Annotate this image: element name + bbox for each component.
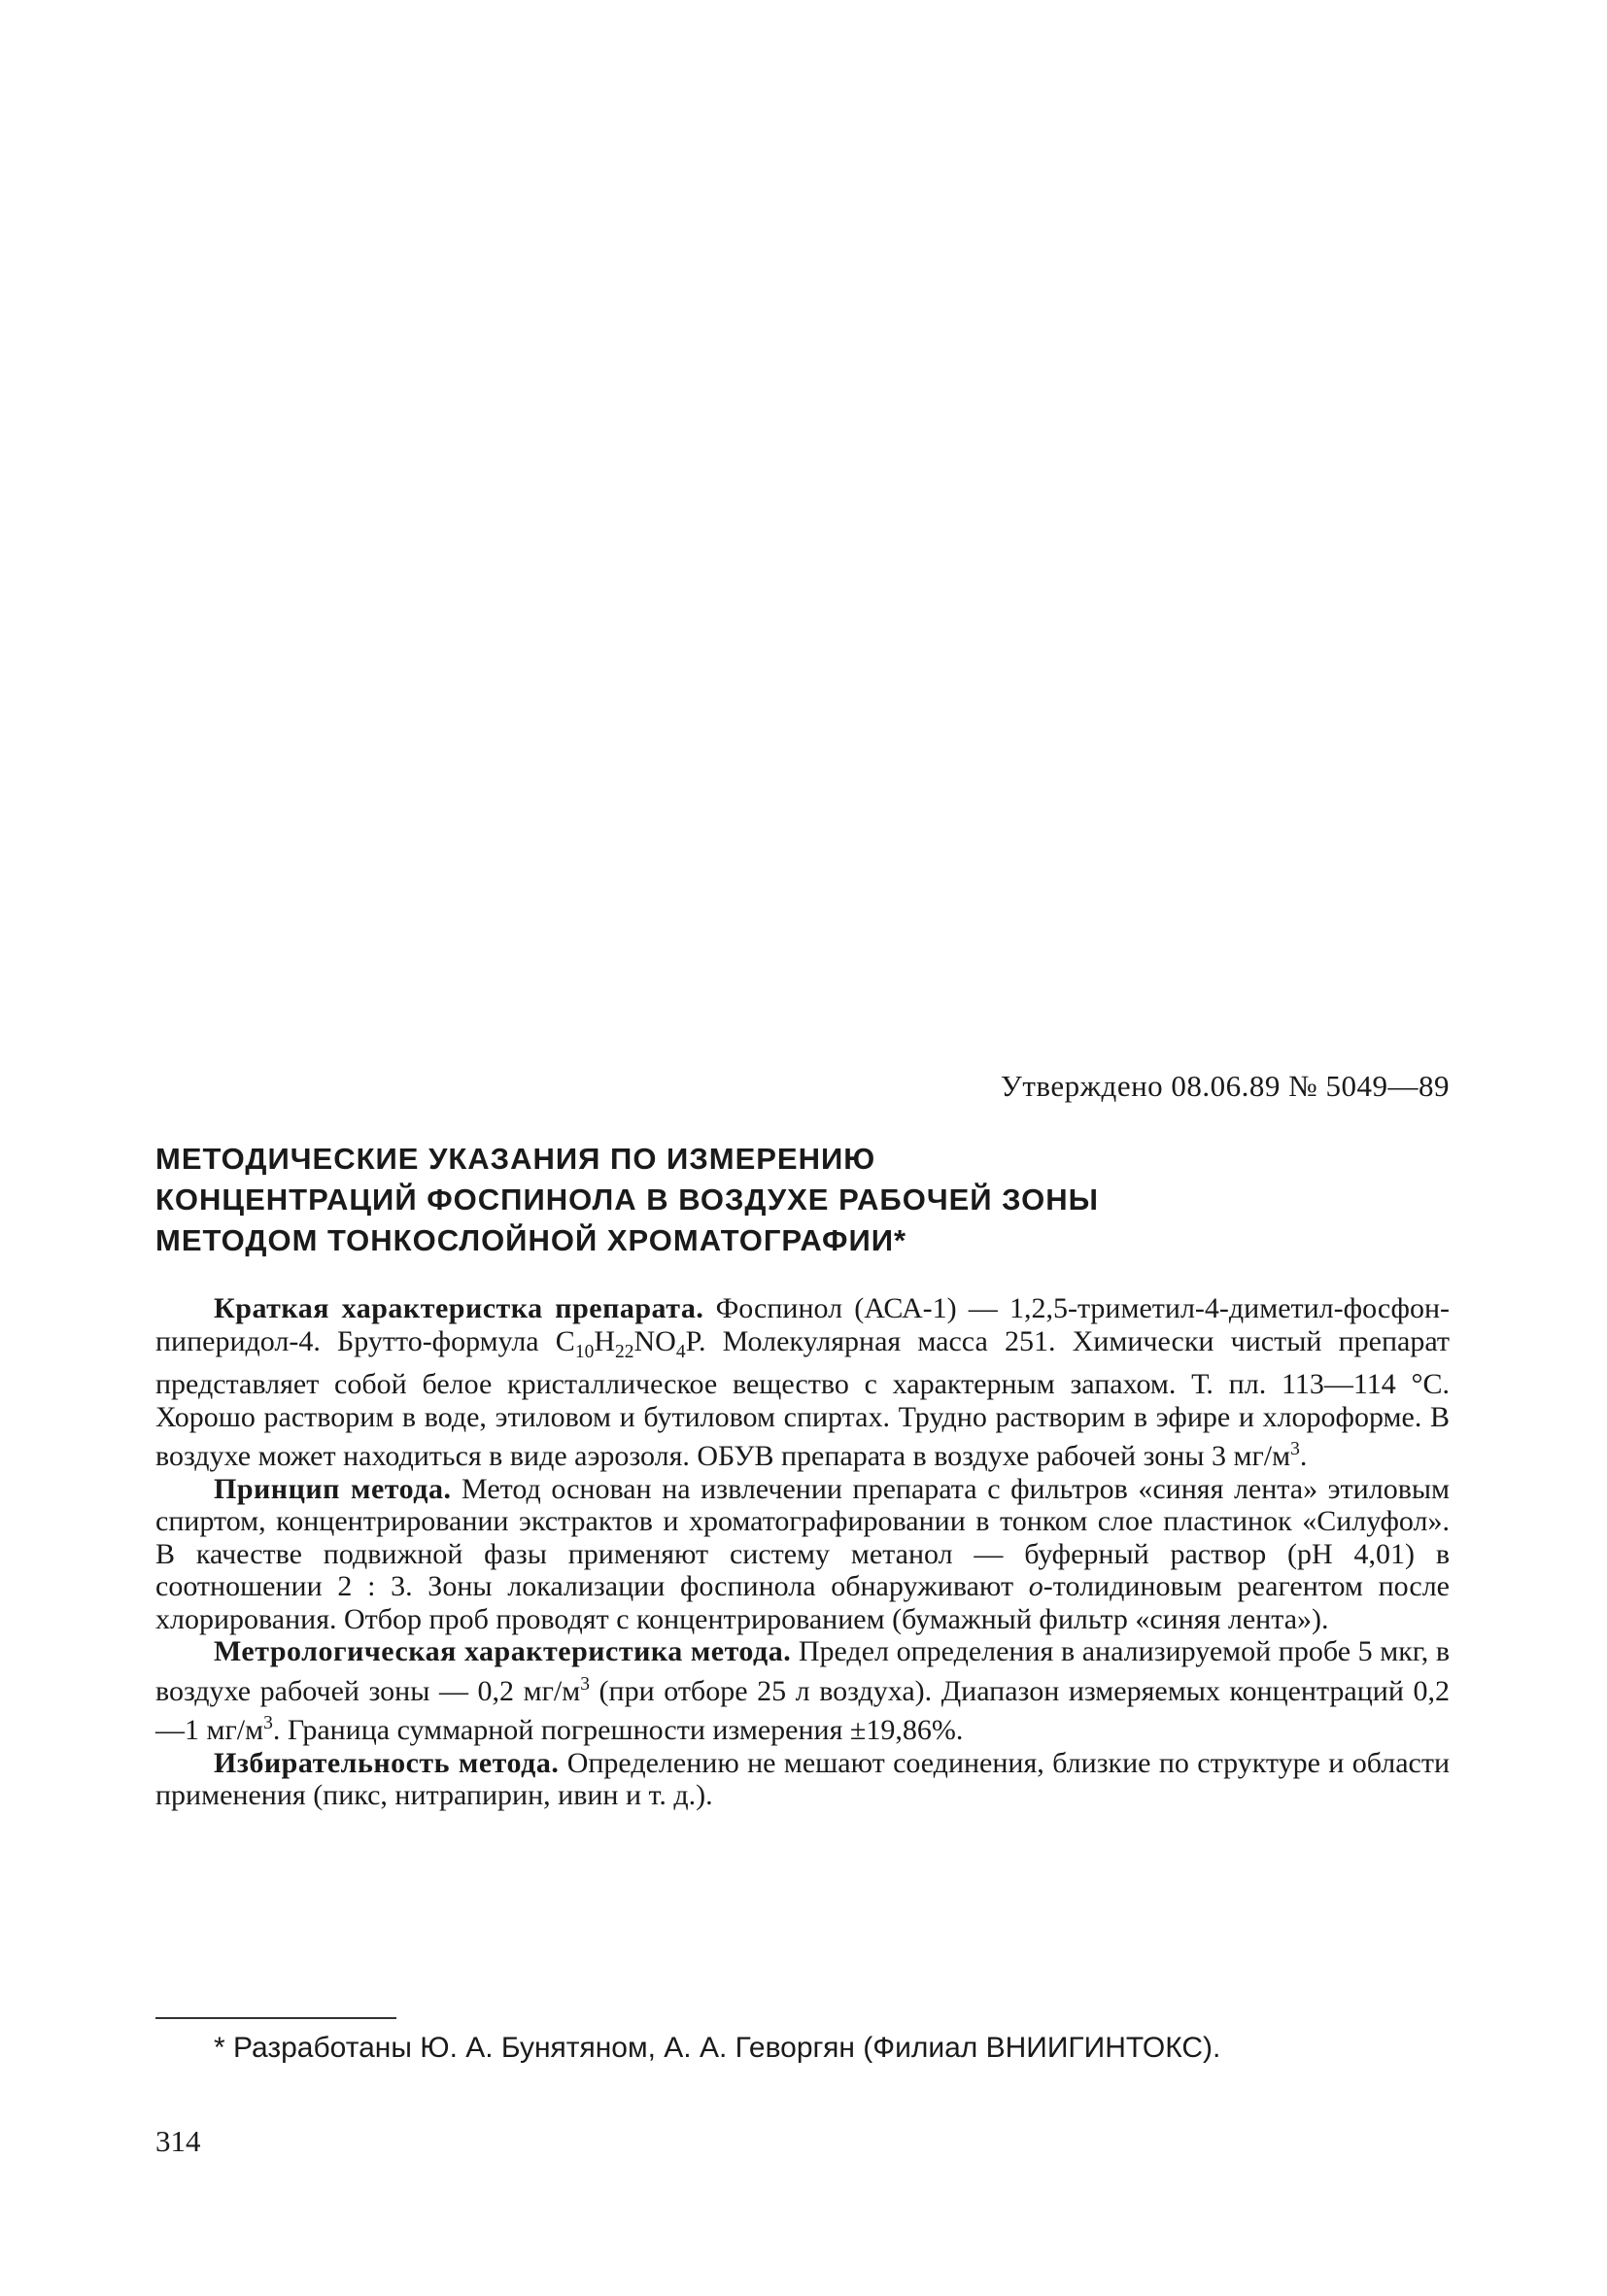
metrology-text-3: . Граница суммарной погрешности измерения ±19,86%.: [272, 1714, 964, 1746]
paragraph-method-principle: [155, 1473, 1450, 1636]
formula: $C_{10}H_{22}NO_4P$: [555, 1324, 699, 1362]
selectivity-text: Определению не мешают соединения, близкие по структуре и области применения (пикс, нитрапирин, ивин и т. д.).: [155, 1746, 1451, 1811]
principle-text-1: Метод основан на извлечении препарата с фильтров «синяя лента» этиловым спиртом, концентрировании экстрактов и хроматографировании в тонком слое пластинок «Силуфол». В качестве подвижной фазы применяют систему метанол — буферный раствор (pH 4,01) в соотношении 2 : 3. Зоны локализации фоспинола обнаруживают: [155, 1472, 1450, 1602]
metrology-text-1: Предел определения в анализируемой пробе 5 мкг, в воздухе рабочей зоны — 0,2 мг/м: [155, 1635, 1450, 1707]
paragraph-selectivity: [155, 1747, 1450, 1812]
brief-sup: 3: [1290, 1439, 1300, 1459]
brief-text-1: Фоспинол (АСА-1) — 1,2,5-триметил-4-диметил-фосфон-пиперидол-4. Брутто-формула: [155, 1292, 1450, 1357]
selectivity-lead: Избирательность метода.: [214, 1746, 560, 1779]
footnote-divider: [155, 2017, 396, 2019]
footnote: * Разработаны Ю. А. Бунятяном, А. А. Геворгян (Филиал ВНИИГИНТОКС).: [214, 2032, 1221, 2064]
title-line-1: МЕТОДИЧЕСКИЕ УКАЗАНИЯ ПО ИЗМЕРЕНИЮ: [155, 1142, 876, 1176]
approval-note: Утверждено 08.06.89 № 5049—89: [1000, 1069, 1450, 1103]
principle-lead: Принцип метода.: [214, 1472, 452, 1505]
page-number: 314: [155, 2124, 201, 2158]
principle-italic: о: [1028, 1570, 1043, 1602]
metrology-lead: Метрологическая характеристика метода.: [214, 1635, 792, 1667]
document-title: [155, 1139, 1419, 1261]
paragraph-metrology: Метрологическая характеристика метода. Предел определения в анализируемой пробе 5 мкг, в воздухе рабочей зоны — 0,2 $мг/м^3$ (при отборе 25 л воздуха). Диапазон измеряемых концентраций 0,2—1 $мг/м^3$. Граница суммарной погрешности измерения ±19,86%.: [155, 1635, 1450, 1746]
brief-text-2: . Молекулярная масса 251. Химически чистый препарат представляет собой белое кристаллическое вещество с характерным запахом. Т. пл. 113—114 °C. Хорошо растворим в воде, этиловом и бутиловом спиртах. Трудно растворим в эфире и хлороформе. В воздухе может находиться в виде аэрозоля. ОБУВ препарата в воздухе рабочей зоны 3 мг/м: [155, 1324, 1450, 1472]
metrology-text-2: (при отборе 25 л воздуха). Диапазон измеряемых концентраций 0,2—1 мг/м: [155, 1674, 1450, 1746]
brief-lead: Краткая характеристка препарата.: [214, 1292, 704, 1324]
title-line-3: МЕТОДОМ ТОНКОСЛОЙНОЙ ХРОМАТОГРАФИИ*: [155, 1223, 907, 1257]
title-line-2: КОНЦЕНТРАЦИЙ ФОСПИНОЛА В ВОЗДУХЕ РАБОЧЕЙ ЗОНЫ: [155, 1182, 1100, 1217]
principle-text-2: -толидиновым реагентом после хлорирования. Отбор проб проводят с концентрированием (бумажный фильтр «синяя лента»).: [155, 1570, 1450, 1635]
paragraph-brief-characteristic: Краткая характеристка препарата. Фоспинол (АСА-1) — 1,2,5-триметил-4-диметил-фосфон-пиперидол-4. Брутто-формула $C_{10}H_{22}NO_4P$. Молекулярная масса 251. Химически чистый препарат представляет собой белое кристаллическое вещество с характерным запахом. Т. пл. 113—114 °C. Хорошо растворим в воде, этиловом и бутиловом спиртах. Трудно растворим в эфире и хлороформе. В воздухе может находиться в виде аэрозоля. ОБУВ препарата в воздухе рабочей зоны 3 $мг/м^3$.: [155, 1292, 1450, 1472]
document-body: [155, 1292, 1450, 1812]
